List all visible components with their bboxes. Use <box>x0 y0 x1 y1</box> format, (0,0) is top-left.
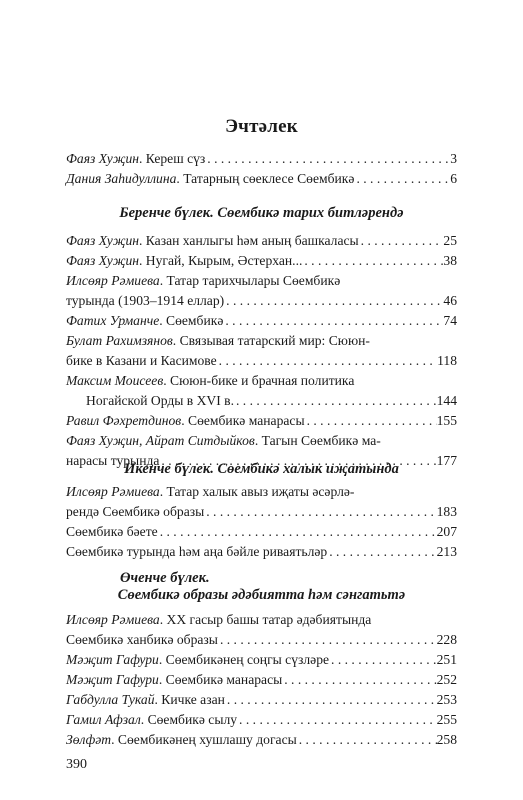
toc-author: Илсөяр Рәмиева <box>66 612 160 627</box>
toc-entry-start: Булат Рахимзянов. Связывая татарский мир: Сююн- <box>66 333 370 348</box>
toc-author: Дания Заһидуллина <box>66 171 177 186</box>
toc-page: 155 <box>436 413 457 428</box>
toc-author: Мәҗит Гафури <box>66 652 159 667</box>
toc-page: 6 <box>450 171 457 186</box>
toc-title: Кичке азан <box>161 692 225 707</box>
toc-title: Сөембикәнең соңгы сүзләре <box>165 652 330 667</box>
toc-title: Татар тарихчылары Сөембикә <box>166 273 341 288</box>
toc-entry <box>66 632 457 652</box>
dot-leader <box>359 233 444 249</box>
toc-title-cont: бике в Казани и Касимове <box>66 353 217 368</box>
toc-title: Тагын Сөембикә ма- <box>261 433 381 448</box>
toc-entry <box>66 353 457 373</box>
toc-entry: Дания Заһидуллина . Татарның сөеклесе Сөембикә . . . 6 <box>66 171 457 191</box>
toc-entry-start: Илсөяр Рәмиева. Татар халык авыз иҗаты әсәрлә- <box>66 484 355 499</box>
toc-entry-start: Илсөяр Рәмиева. Татар тарихчылары Сөембикә <box>66 273 341 288</box>
dot-leader <box>205 151 450 167</box>
toc-page: 255 <box>436 712 457 727</box>
toc-title-cont: Сөембикә ханбикә образы <box>66 632 218 647</box>
intro-list <box>66 151 457 191</box>
dot-leader <box>225 692 437 708</box>
toc-title: Сююн-бике и брачная политика <box>170 373 355 388</box>
toc-page: 38 <box>443 253 457 268</box>
toc-title: Сөембикә турында һәм аңа бәйле риваятьләр <box>66 544 328 559</box>
toc-entry <box>66 544 457 564</box>
section-heading: Икенче бүлек. Сөембикә халык иҗатында <box>124 461 399 477</box>
toc-author: Мәҗит Гафури <box>66 672 159 687</box>
toc-entry: Фаяз Хуҗин . Казан ханлыгы һәм аның башкаласы . . . 25 <box>66 233 457 253</box>
toc-author: Илсөяр Рәмиева <box>66 273 160 288</box>
toc-page: 228 <box>436 632 457 647</box>
dot-leader <box>354 171 450 187</box>
toc-entry: Мәҗит Гафури . Сөембикәнең соңгы сүзләре . . . 251 <box>66 652 457 672</box>
toc-title: Нугай, Кырым, Әстерхан... <box>145 253 303 268</box>
toc-page: 207 <box>436 524 457 539</box>
toc-page: 25 <box>443 233 457 248</box>
toc-entry-start: Максим Моисеев. Сююн-бике и брачная политика <box>66 373 355 388</box>
dot-leader <box>305 413 437 429</box>
dot-leader <box>237 712 437 728</box>
toc-author: Габдулла Тукай <box>66 692 155 707</box>
toc-entry <box>66 293 457 313</box>
toc-title: Кереш сүз <box>145 151 206 166</box>
toc-title: Сөембикәнең хушлашу догасы <box>117 732 297 747</box>
dot-leader <box>327 544 436 560</box>
toc-title: Татар халык авыз иҗаты әсәрлә- <box>166 484 355 499</box>
dot-leader <box>297 732 437 748</box>
toc-page: 253 <box>436 692 457 707</box>
dot-leader <box>223 313 443 329</box>
toc-entry: Фаяз Хуҗин . Кереш сүз . . . 3 <box>66 151 457 171</box>
toc-title: Сөембикә сылу <box>147 712 238 727</box>
toc-title: Сөембикә манарасы <box>188 413 305 428</box>
toc-page: 118 <box>437 353 457 368</box>
toc-title: Татарның сөеклесе Сөембикә <box>183 171 355 186</box>
toc-entry: Зөлфәт . Сөембикәнең хушлашу догасы . . . 258 <box>66 732 457 752</box>
toc-page: 144 <box>436 393 457 408</box>
dot-leader <box>217 353 437 369</box>
toc-author: Максим Моисеев <box>66 373 164 388</box>
toc-page: 3 <box>450 151 457 166</box>
section-heading: Беренче бүлек. Сөембикә тарих битләрендә <box>119 205 404 221</box>
section-list <box>66 484 457 564</box>
toc-title-cont: Ногайской Орды в XVI в. <box>86 393 234 408</box>
toc-entry-start: Илсөяр Рәмиева. XX гасыр башы татар әдәбиятында <box>66 612 372 627</box>
toc-author: Фатих Урманче <box>66 313 160 328</box>
dot-leader <box>224 293 443 309</box>
toc-title: Казан ханлыгы һәм аның башкаласы <box>145 233 359 248</box>
toc-title: XX гасыр башы татар әдәбиятында <box>166 612 372 627</box>
toc-page: 251 <box>436 652 457 667</box>
toc-title-cont: нарасы турында <box>66 453 160 468</box>
toc-entry: Равил Фәхретдинов . Сөембикә манарасы . . . 155 <box>66 413 457 433</box>
toc-page: 183 <box>436 504 457 519</box>
dot-leader <box>204 504 436 520</box>
toc-author: Илсөяр Рәмиева <box>66 484 160 499</box>
toc-entry: Фатих Урманче . Сөембикә . . . 74 <box>66 313 457 333</box>
toc-author: Фаяз Хуҗин <box>66 253 139 268</box>
toc-entry: Мәҗит Гафури . Сөембикә манарасы . . . 252 <box>66 672 457 692</box>
dot-leader <box>234 393 437 409</box>
toc-page: 177 <box>436 453 457 468</box>
toc-title: Связывая татарский мир: Сююн- <box>179 333 370 348</box>
toc-author: Зөлфәт <box>66 732 112 747</box>
toc-entry <box>66 524 457 544</box>
toc-entry: Фаяз Хуҗин . Нугай, Кырым, Әстерхан... . . . 38 <box>66 253 457 273</box>
toc-author: Равил Фәхретдинов <box>66 413 182 428</box>
toc-title: Сөембикә <box>166 313 224 328</box>
section-list <box>66 233 457 473</box>
toc-page: 258 <box>436 732 457 747</box>
toc-author: Булат Рахимзянов <box>66 333 173 348</box>
toc-author: Гамил Афзал <box>66 712 141 727</box>
toc-author: Фаяз Хуҗин, Айрат Ситдыйков <box>66 433 255 448</box>
toc-title: Сөембикә манарасы <box>165 672 283 687</box>
toc-page: 46 <box>443 293 457 308</box>
toc-author: Фаяз Хуҗин <box>66 151 139 166</box>
page-number: 390 <box>66 757 87 772</box>
toc-page: 213 <box>436 544 457 559</box>
dot-leader <box>282 672 436 688</box>
toc-entry <box>66 504 457 524</box>
dot-leader <box>329 652 437 668</box>
toc-page: 252 <box>436 672 457 687</box>
section-list <box>66 612 457 752</box>
toc-title-cont: рендә Сөембикә образы <box>66 504 205 519</box>
toc-entry: Гамил Афзал . Сөембикә сылу . . . 255 <box>66 712 457 732</box>
toc-page: 74 <box>443 313 457 328</box>
dot-leader <box>302 253 443 269</box>
page-title: Эчтәлек <box>225 116 298 137</box>
toc-entry <box>66 393 457 413</box>
toc-entry: Габдулла Тукай . Кичке азан . . . 253 <box>66 692 457 712</box>
section-heading: Өченче бүлек. Сөембикә образы әдәбиятта һәм сәнгатьтә <box>117 570 406 603</box>
dot-leader <box>158 524 437 540</box>
toc-title-cont: турында (1903–1914 еллар) <box>66 293 225 308</box>
toc-entry-start: Фаяз Хуҗин, Айрат Ситдыйков. Тагын Сөембикә ма- <box>66 433 381 448</box>
toc-author: Фаяз Хуҗин <box>66 233 139 248</box>
dot-leader <box>218 632 437 648</box>
toc-title: Сөембикә бәете <box>66 524 158 539</box>
